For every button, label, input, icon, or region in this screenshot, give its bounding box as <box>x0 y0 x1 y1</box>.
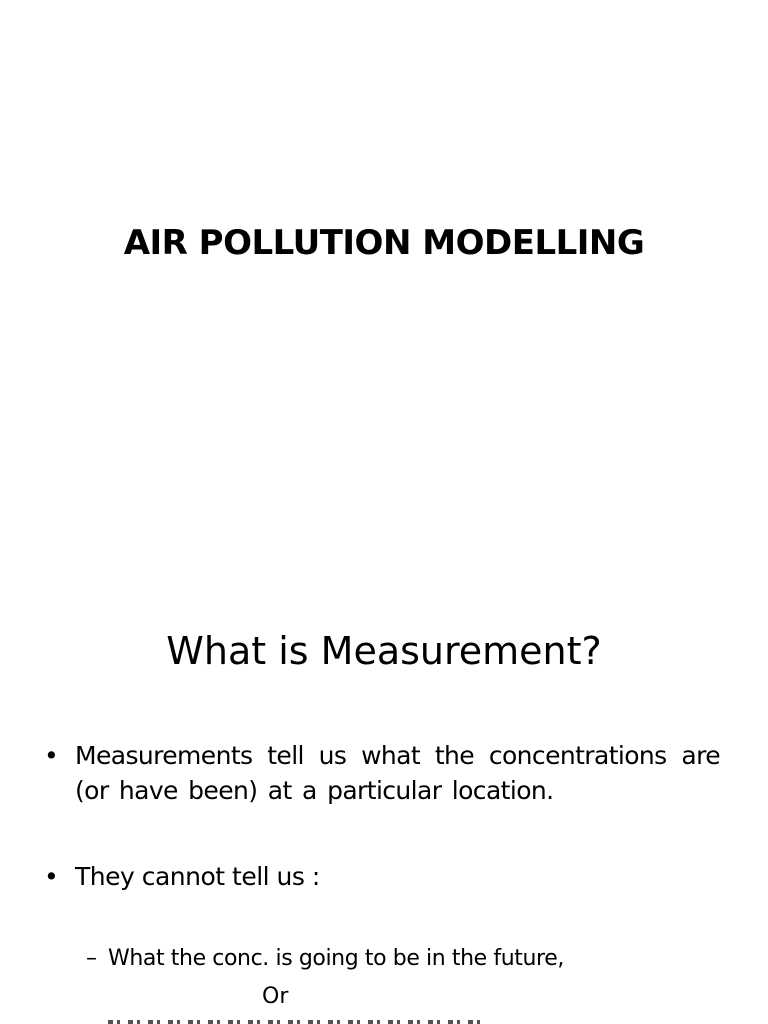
slide-title-heading: AIR POLLUTION MODELLING <box>123 223 645 263</box>
bullet-text: They cannot tell us : <box>75 862 320 891</box>
sub-bullet-text: What the conc. is going to be in the future, <box>108 946 564 971</box>
bullet-item <box>44 859 720 894</box>
bullet-marker-icon: • <box>44 741 59 770</box>
bullet-text: Measurements tell us what the concentrations are (or have been) at a particular location. <box>75 741 720 805</box>
slide-measurement <box>0 576 768 1024</box>
bullet-item <box>44 738 720 808</box>
slide-heading: What is Measurement? <box>166 629 602 673</box>
connector-text: Or <box>262 984 289 1009</box>
bullet-marker-icon: • <box>44 862 59 891</box>
cropped-text-line <box>108 1016 488 1024</box>
sub-bullet-item <box>86 944 736 974</box>
dash-marker-icon: – <box>86 946 97 971</box>
